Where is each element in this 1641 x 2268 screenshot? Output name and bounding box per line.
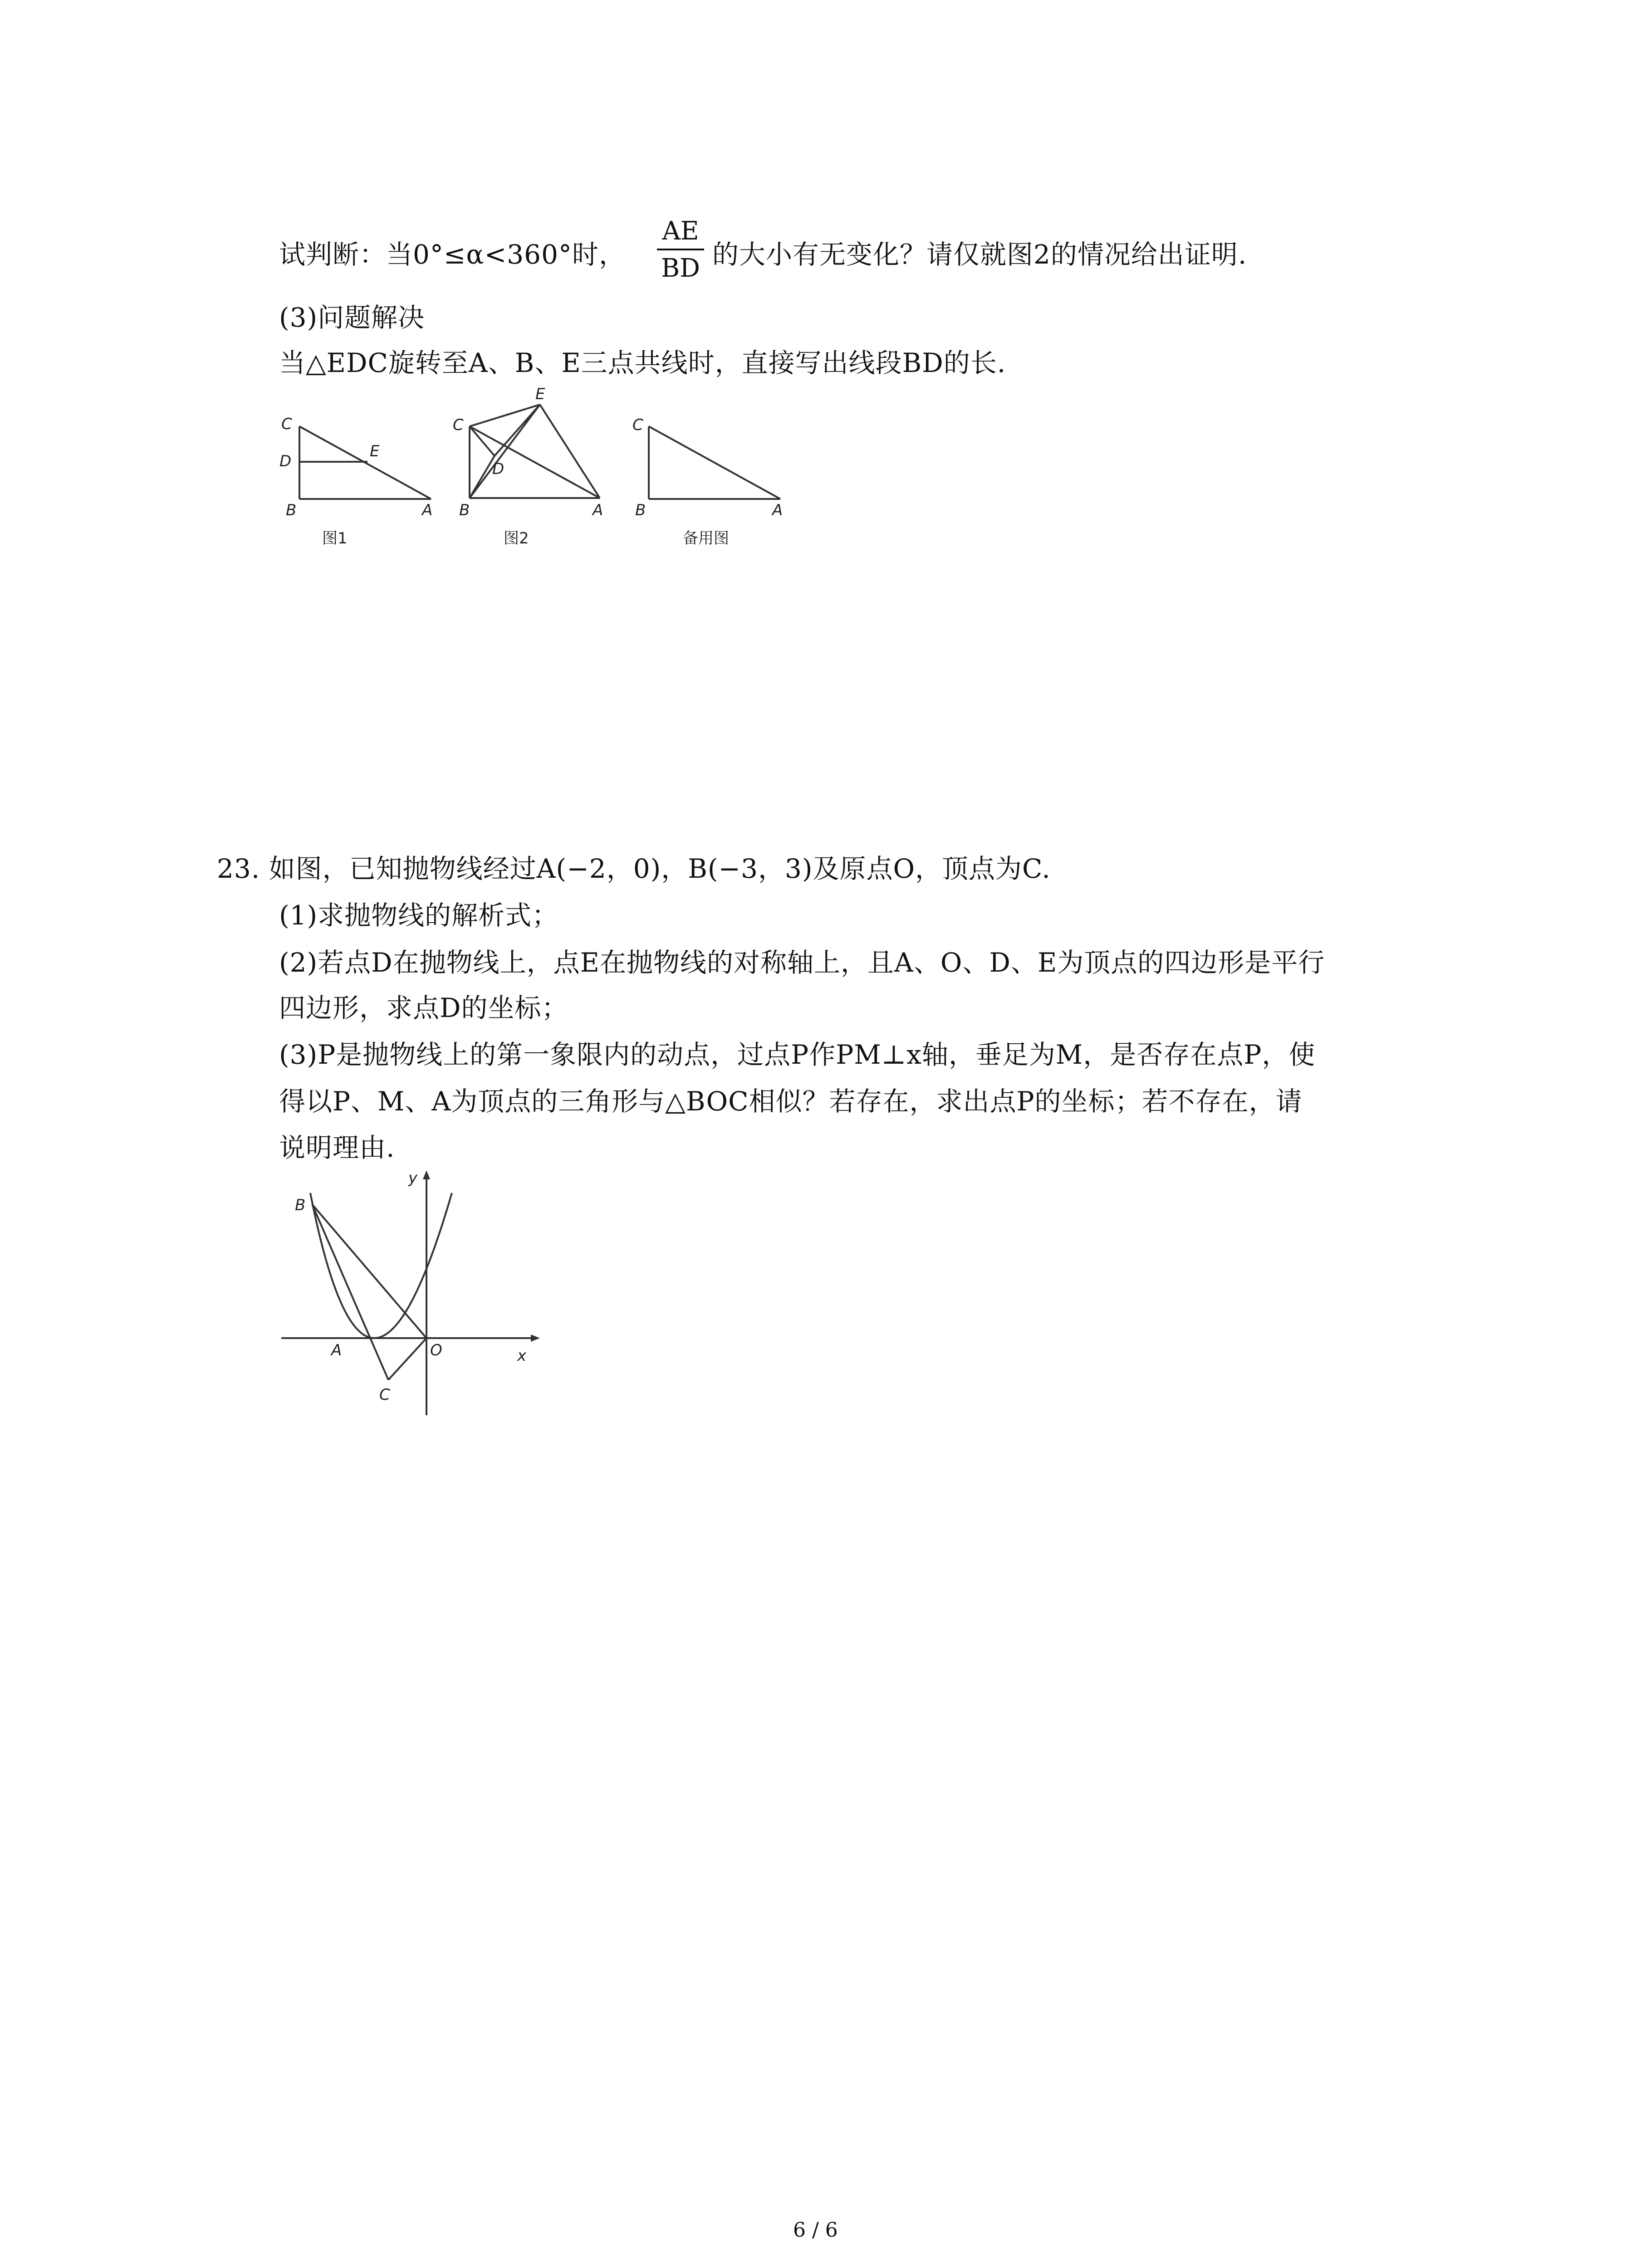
fig3-caption: 备用图 [683, 529, 729, 547]
q22-judge-text-a: 试判断：当0°≤α<360°时， [279, 239, 626, 270]
fig2-caption: 图2 [504, 529, 529, 547]
figure-2 [449, 381, 622, 553]
fig2-label-a: A [593, 501, 603, 519]
fig2-label-e: E [535, 385, 545, 403]
q23-part3-line3: 说明理由. [279, 1132, 395, 1163]
q23-part2-line2: 四边形，求点D的坐标； [279, 992, 568, 1023]
graph-label-b: B [295, 1196, 306, 1214]
fig2-label-c: C [453, 416, 464, 434]
fig1-label-a: A [422, 501, 433, 519]
fraction-bar [657, 249, 704, 250]
fig1-caption: 图1 [322, 529, 348, 547]
graph-label-c: C [379, 1386, 390, 1404]
fig3-label-c: C [632, 416, 643, 434]
parabola-graph [272, 1161, 544, 1424]
q22-judge-text-b: 的大小有无变化？请仅就图2的情况给出证明. [712, 239, 1247, 270]
figure-1 [277, 408, 449, 553]
fig2-label-d: D [492, 460, 505, 478]
q23-part2-line1: (2)若点D在抛物线上，点E在抛物线的对称轴上，且A、O、D、E为顶点的四边形是平行 [279, 947, 1325, 978]
fig1-label-c: C [281, 415, 292, 433]
q23-part3-line2: 得以P、M、A为顶点的三角形与△BOC相似？若存在，求出点P的坐标；若不存在，请 [279, 1086, 1303, 1117]
fig1-label-e: E [370, 442, 380, 460]
graph-label-o: O [430, 1341, 442, 1359]
q22-part3-text: 当△EDC旋转至A、B、E三点共线时，直接写出线段BD的长. [279, 347, 1006, 378]
fig2-label-b: B [459, 501, 470, 519]
q22-part3-title: (3)问题解决 [279, 302, 425, 333]
fig3-label-b: B [635, 501, 646, 519]
graph-label-x: x [517, 1347, 527, 1365]
q23-stem: 23. 如图，已知抛物线经过A(−2，0)，B(−3，3)及原点O，顶点为C. [217, 853, 1051, 884]
graph-label-a: A [331, 1341, 342, 1359]
graph-label-y: y [408, 1169, 418, 1187]
figure-spare [626, 408, 798, 553]
fig1-label-d: D [279, 452, 292, 470]
fraction-numerator: AE [662, 216, 699, 246]
q23-part3-line1: (3)P是抛物线上的第一象限内的动点，过点P作PM⊥x轴，垂足为M，是否存在点P，使 [279, 1039, 1316, 1070]
fraction-denominator: BD [661, 254, 700, 283]
fig1-label-b: B [286, 501, 297, 519]
page-number: 6 / 6 [793, 2219, 838, 2242]
fig3-label-a: A [772, 501, 783, 519]
q23-part1: (1)求抛物线的解析式； [279, 900, 559, 931]
